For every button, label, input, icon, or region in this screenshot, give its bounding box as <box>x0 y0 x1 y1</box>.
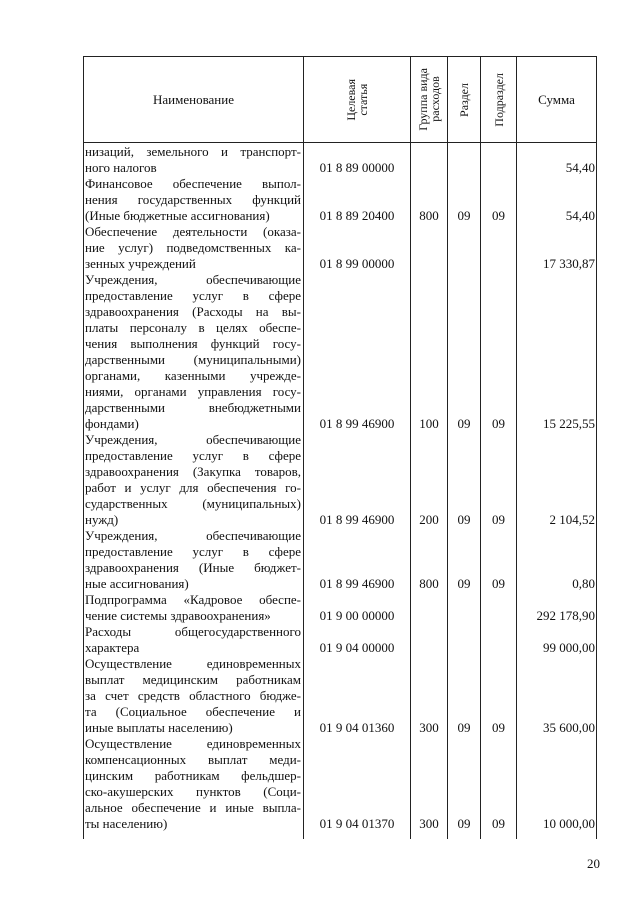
row-name-line: предоставление услуг в сфере <box>85 448 301 463</box>
header-section <box>448 57 480 142</box>
row-name-line: компенсационных выплат меди- <box>85 752 301 767</box>
row-name-line: Учреждения, обеспечивающие <box>85 272 301 287</box>
row-subsection: 09 <box>492 416 505 431</box>
row-name <box>85 224 301 272</box>
header-sum-label: Сумма <box>538 91 575 107</box>
row-name-line: работ и услуг для обеспечения го- <box>85 480 301 495</box>
header-subsection <box>481 57 516 142</box>
row-target-code: 01 8 89 20400 <box>319 208 395 223</box>
row-name-line: Подпрограмма «Кадровое обеспе- <box>85 592 301 607</box>
row-name <box>85 144 301 176</box>
row-name-line: здравоохранения (Иные бюджет- <box>85 560 301 575</box>
row-expense-group: 100 <box>419 416 439 431</box>
row-target-code: 01 8 99 46900 <box>319 416 395 431</box>
row-name-line: дарственными (муниципальными) <box>85 352 301 367</box>
row-sum: 17 330,87 <box>543 256 595 271</box>
row-name-line: ско-акушерских пунктов (Соци- <box>85 784 301 799</box>
table-row <box>83 432 597 528</box>
row-name <box>85 432 301 528</box>
header-code <box>304 57 410 142</box>
row-sum: 10 000,00 <box>543 816 595 831</box>
row-sum: 0,80 <box>572 576 595 591</box>
header-group-label: Группа вида расходов <box>416 68 442 131</box>
table-row <box>83 736 597 832</box>
row-name-line: ниями, органами управления госу- <box>85 384 301 399</box>
row-name-line: Осуществление единовременных <box>85 656 301 671</box>
row-name-line: Обеспечение деятельности (оказа- <box>85 224 301 239</box>
row-expense-group <box>411 256 447 272</box>
row-name-line: предоставление услуг в сфере <box>85 544 301 559</box>
row-section: 09 <box>457 416 471 431</box>
row-name-line: ного налогов <box>85 160 157 175</box>
row-sum: 35 600,00 <box>543 720 595 735</box>
row-name-line: та (Социальное обеспечение и <box>85 704 301 719</box>
row-sum: 15 225,55 <box>543 416 595 431</box>
row-expense-group <box>411 608 447 624</box>
page-number: 20 <box>587 856 600 871</box>
row-name-line: сударственных (муниципальных) <box>85 496 301 511</box>
row-target-code: 01 8 99 46900 <box>319 576 395 591</box>
row-subsection <box>481 160 516 176</box>
row-name <box>85 176 301 224</box>
row-name-line: фондами) <box>85 416 139 431</box>
table-row <box>83 528 597 592</box>
row-name-line: Финансовое обеспечение выпол- <box>85 176 301 191</box>
row-name <box>85 272 301 432</box>
row-section: 09 <box>457 512 471 527</box>
row-name-line: нужд) <box>85 512 119 527</box>
row-sum: 99 000,00 <box>543 640 595 655</box>
row-name-line: чения выполнения функций госу- <box>85 336 301 351</box>
row-subsection <box>481 608 516 624</box>
row-section: 09 <box>457 576 471 591</box>
row-name-line: Учреждения, обеспечивающие <box>85 432 301 447</box>
row-name <box>85 528 301 592</box>
row-name-line: ние услуг) подведомственных ка- <box>85 240 301 255</box>
row-subsection: 09 <box>492 576 505 591</box>
header-group <box>411 57 447 142</box>
row-subsection: 09 <box>492 208 505 223</box>
header-sum <box>517 57 596 142</box>
row-section: 09 <box>457 720 471 735</box>
row-sum: 2 104,52 <box>549 512 595 527</box>
row-section <box>448 640 480 656</box>
table-row <box>83 144 597 176</box>
row-target-code: 01 8 99 46900 <box>319 512 395 527</box>
header-section-label: Раздел <box>457 82 471 117</box>
row-name-line: альное обеспечение и иные выпла- <box>85 800 301 815</box>
row-name <box>85 624 301 656</box>
row-name-line: ные ассигнования) <box>85 576 189 591</box>
table-row <box>83 624 597 656</box>
row-subsection <box>481 256 516 272</box>
row-name-line: нения государственных функций <box>85 192 301 207</box>
row-section: 09 <box>457 208 471 223</box>
row-name-line: чение системы здравоохранения» <box>85 608 271 623</box>
row-sum: 54,40 <box>565 160 595 175</box>
table-row <box>83 224 597 272</box>
row-name-line: ты населению) <box>85 816 168 831</box>
row-subsection: 09 <box>492 720 505 735</box>
header-name-label: Наименование <box>153 91 234 107</box>
row-name-line: зенных учреждений <box>85 256 196 271</box>
row-target-code: 01 9 04 01370 <box>319 816 395 831</box>
table-body <box>83 144 597 832</box>
header-code-label: Целевая статья <box>344 78 370 121</box>
row-section <box>448 256 480 272</box>
row-section <box>448 160 480 176</box>
row-name <box>85 592 301 624</box>
row-name-line: (Иные бюджетные ассигнования) <box>85 208 270 223</box>
row-name-line: органами, казенными учрежде- <box>85 368 301 383</box>
table-row <box>83 592 597 624</box>
row-name-line: здравоохранения (Закупка товаров, <box>85 464 301 479</box>
row-target-code: 01 8 99 00000 <box>319 256 395 271</box>
row-name-line: цинским работникам фельдшер- <box>85 768 301 783</box>
row-subsection: 09 <box>492 512 505 527</box>
table-row <box>83 272 597 432</box>
header-name <box>84 57 303 142</box>
row-target-code: 01 9 00 00000 <box>319 608 395 623</box>
row-expense-group <box>411 160 447 176</box>
row-expense-group: 300 <box>419 720 439 735</box>
row-target-code: 01 8 89 00000 <box>319 160 395 175</box>
row-section <box>448 608 480 624</box>
row-name-line: за счет средств областного бюдже- <box>85 688 301 703</box>
row-sum: 54,40 <box>565 208 595 223</box>
row-name-line: Учреждения, обеспечивающие <box>85 528 301 543</box>
row-target-code: 01 9 04 01360 <box>319 720 395 735</box>
row-expense-group: 300 <box>419 816 439 831</box>
row-name-line: выплат медицинским работникам <box>85 672 301 687</box>
row-name <box>85 656 301 736</box>
row-name-line: Расходы общегосударственного <box>85 624 301 639</box>
row-expense-group <box>411 640 447 656</box>
table-row <box>83 176 597 224</box>
row-section: 09 <box>457 816 471 831</box>
row-name-line: иные выплаты населению) <box>85 720 233 735</box>
row-name-line: низаций, земельного и транспорт- <box>85 144 301 159</box>
row-name-line: здравоохранения (Расходы на вы- <box>85 304 301 319</box>
table-row <box>83 656 597 736</box>
row-expense-group: 800 <box>419 208 439 223</box>
header-subsection-label: Подраздел <box>491 72 506 127</box>
row-sum: 292 178,90 <box>536 608 595 623</box>
row-name <box>85 736 301 832</box>
row-name-line: дарственными внебюджетными <box>85 400 301 415</box>
header-bottom-border <box>83 142 597 143</box>
row-name-line: предоставление услуг в сфере <box>85 288 301 303</box>
row-name-line: характера <box>85 640 140 655</box>
row-expense-group: 800 <box>419 576 439 591</box>
row-name-line: Осуществление единовременных <box>85 736 301 751</box>
row-expense-group: 200 <box>419 512 439 527</box>
row-name-line: платы персоналу в целях обеспе- <box>85 320 301 335</box>
row-subsection: 09 <box>492 816 505 831</box>
row-subsection <box>481 640 516 656</box>
row-target-code: 01 9 04 00000 <box>319 640 395 655</box>
budget-table <box>83 56 597 839</box>
